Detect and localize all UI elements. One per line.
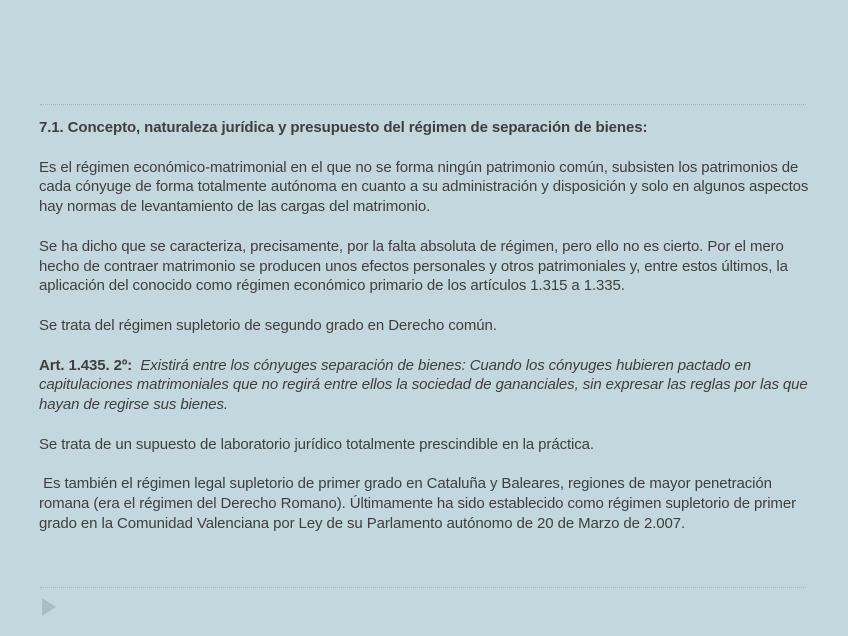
top-divider	[40, 104, 806, 105]
paragraph-characterization: Se ha dicho que se caracteriza, precisamente, por la falta absoluta de régimen, pero ello no es cierto. Por el mero hecho de contraer matrimonio se producen unos efectos personales y otros patrimoniales y, entre estos últimos, la aplicación del conocido como régimen económico primario de los artículos 1.315 a 1.335.	[39, 237, 788, 295]
paragraph-definition: Es el régimen económico-matrimonial en el que no se forma ningún patrimonio común, subsisten los patrimonios de cada cónyuge de forma totalmente autónoma en cuanto a su administración y disposición y solo en algunos aspectos hay normas de levantamiento de las cargas del matrimonio.	[39, 158, 809, 216]
play-icon[interactable]	[42, 598, 56, 616]
bottom-divider	[40, 587, 806, 588]
section-heading: 7.1. Concepto, naturaleza jurídica y presupuesto del régimen de separación de bienes:	[39, 119, 648, 136]
paragraph-supletorio: Se trata del régimen supletorio de segundo grado en Derecho común.	[39, 316, 497, 334]
paragraph-cataluna: Es también el régimen legal supletorio de primer grado en Cataluña y Baleares, regiones de mayor penetración romana (era el régimen del Derecho Romano). Últimamente ha sido establecido como régimen supletorio de primer grado en la Comunidad Valenciana por Ley de su Parlamento autónomo de 20 de Marzo de 2.007.	[39, 475, 801, 532]
article-label: Art. 1.435. 2º:	[39, 356, 133, 374]
slide-content	[39, 118, 809, 534]
article-text: Existirá entre los cónyuges separación de bienes: Cuando los cónyuges hubieren pactado en capitulaciones matrimoniales que no regirá entre ellos la sociedad de gananciales, sin expresar las reglas por las que hayan de regirse sus bienes.	[39, 356, 808, 414]
paragraph-laboratorio: Se trata de un supuesto de laboratorio jurídico totalmente prescindible en la práctica.	[39, 435, 594, 453]
article-quote	[39, 356, 809, 415]
